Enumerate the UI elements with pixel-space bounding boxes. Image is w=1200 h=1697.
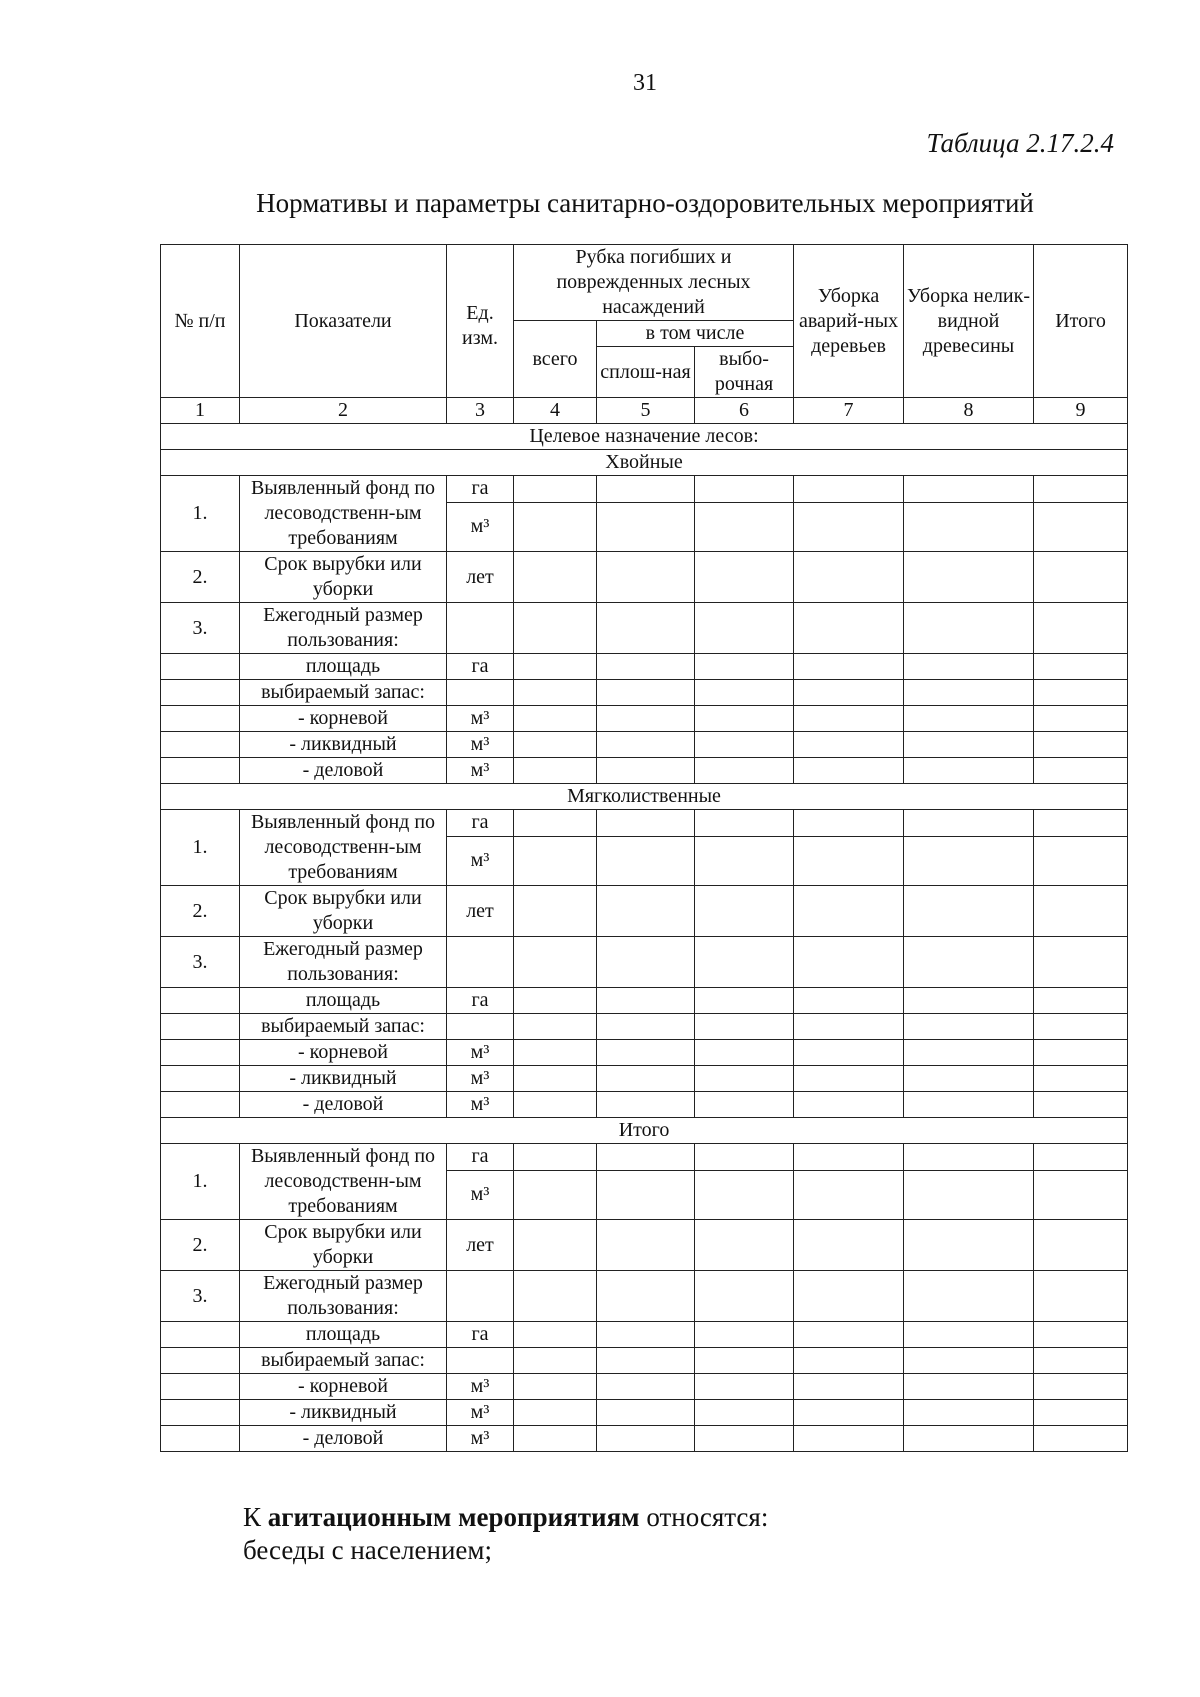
value-cell[interactable] bbox=[794, 937, 904, 988]
value-cell[interactable] bbox=[794, 706, 904, 732]
section-title: Хвойные bbox=[161, 450, 1128, 476]
value-cell[interactable] bbox=[695, 732, 794, 758]
value-cell[interactable] bbox=[695, 1144, 794, 1171]
purpose-row: Целевое назначение лесов: bbox=[161, 424, 1128, 450]
value-cell[interactable] bbox=[794, 1271, 904, 1322]
value-cell[interactable] bbox=[597, 502, 695, 551]
value-cell[interactable] bbox=[794, 732, 904, 758]
value-cell[interactable] bbox=[597, 706, 695, 732]
row-unit: м³ bbox=[447, 732, 514, 758]
value-cell[interactable] bbox=[514, 552, 597, 603]
section-title: Итого bbox=[161, 1118, 1128, 1144]
table-row bbox=[161, 1426, 1128, 1452]
value-cell[interactable] bbox=[1034, 476, 1128, 503]
row-unit: га bbox=[447, 654, 514, 680]
table-row bbox=[161, 886, 1128, 937]
value-cell[interactable] bbox=[597, 1426, 695, 1452]
value-cell[interactable] bbox=[794, 1066, 904, 1092]
value-cell[interactable] bbox=[695, 1040, 794, 1066]
header-including: в том числе bbox=[597, 321, 794, 347]
value-cell[interactable] bbox=[904, 1426, 1034, 1452]
value-cell[interactable] bbox=[1034, 680, 1128, 706]
value-cell[interactable] bbox=[794, 1220, 904, 1271]
col-number: 3 bbox=[447, 398, 514, 424]
value-cell[interactable] bbox=[904, 1170, 1034, 1219]
row-unit: га bbox=[447, 988, 514, 1014]
value-cell[interactable] bbox=[1034, 1348, 1128, 1374]
value-cell[interactable] bbox=[794, 886, 904, 937]
value-cell[interactable] bbox=[597, 1271, 695, 1322]
table-row bbox=[161, 1040, 1128, 1066]
header-grand-total: Итого bbox=[1034, 245, 1128, 398]
value-cell[interactable] bbox=[794, 552, 904, 603]
value-cell[interactable] bbox=[794, 502, 904, 551]
value-cell[interactable] bbox=[1034, 758, 1128, 784]
row-unit: лет bbox=[447, 886, 514, 937]
value-cell[interactable] bbox=[695, 836, 794, 885]
table-header bbox=[161, 245, 1128, 424]
value-cell[interactable] bbox=[514, 937, 597, 988]
value-cell[interactable] bbox=[904, 1014, 1034, 1040]
row-number: 3. bbox=[161, 1271, 240, 1322]
value-cell[interactable] bbox=[904, 654, 1034, 680]
row-number: 1. bbox=[161, 810, 240, 886]
value-cell[interactable] bbox=[904, 1374, 1034, 1400]
value-cell[interactable] bbox=[514, 1348, 597, 1374]
col-number: 1 bbox=[161, 398, 240, 424]
value-cell[interactable] bbox=[904, 502, 1034, 551]
value-cell[interactable] bbox=[695, 654, 794, 680]
row-unit: м³ bbox=[447, 1170, 514, 1219]
value-cell[interactable] bbox=[1034, 1066, 1128, 1092]
value-cell[interactable] bbox=[1034, 1144, 1128, 1171]
value-cell[interactable] bbox=[794, 1144, 904, 1171]
value-cell[interactable] bbox=[1034, 1220, 1128, 1271]
row-number: 2. bbox=[161, 886, 240, 937]
value-cell[interactable] bbox=[514, 810, 597, 837]
row-number: 2. bbox=[161, 1220, 240, 1271]
row-indicator: Ежегодный размер пользования: bbox=[240, 603, 447, 654]
value-cell[interactable] bbox=[904, 1092, 1034, 1118]
value-cell[interactable] bbox=[597, 603, 695, 654]
value-cell[interactable] bbox=[514, 758, 597, 784]
row-indicator: - деловой bbox=[240, 1426, 447, 1452]
value-cell[interactable] bbox=[695, 502, 794, 551]
value-cell[interactable] bbox=[1034, 1092, 1128, 1118]
value-cell[interactable] bbox=[794, 1040, 904, 1066]
row-unit bbox=[447, 603, 514, 654]
row-unit bbox=[447, 680, 514, 706]
value-cell[interactable] bbox=[695, 1322, 794, 1348]
value-cell[interactable] bbox=[904, 706, 1034, 732]
value-cell[interactable] bbox=[597, 1400, 695, 1426]
table-row bbox=[161, 1322, 1128, 1348]
row-indicator: выбираемый запас: bbox=[240, 1014, 447, 1040]
value-cell[interactable] bbox=[695, 1271, 794, 1322]
value-cell[interactable] bbox=[514, 1374, 597, 1400]
col-number: 6 bbox=[695, 398, 794, 424]
value-cell[interactable] bbox=[904, 732, 1034, 758]
value-cell[interactable] bbox=[597, 1170, 695, 1219]
value-cell[interactable] bbox=[794, 1170, 904, 1219]
value-cell[interactable] bbox=[1034, 1170, 1128, 1219]
table-row bbox=[161, 1144, 1128, 1171]
value-cell[interactable] bbox=[1034, 706, 1128, 732]
row-indicator: - корневой bbox=[240, 1040, 447, 1066]
value-cell[interactable] bbox=[597, 654, 695, 680]
table-row bbox=[161, 810, 1128, 837]
row-unit: м³ bbox=[447, 758, 514, 784]
value-cell[interactable] bbox=[597, 1144, 695, 1171]
value-cell[interactable] bbox=[695, 988, 794, 1014]
header-felling: Рубка погибших и поврежденных лесных насаждений bbox=[514, 245, 794, 321]
value-cell[interactable] bbox=[597, 1040, 695, 1066]
row-unit bbox=[447, 1271, 514, 1322]
value-cell[interactable] bbox=[514, 1144, 597, 1171]
value-cell[interactable] bbox=[597, 758, 695, 784]
value-cell[interactable] bbox=[597, 1014, 695, 1040]
value-cell[interactable] bbox=[1034, 654, 1128, 680]
table-label: Таблица 2.17.2.4 bbox=[926, 128, 1114, 158]
value-cell[interactable] bbox=[597, 1092, 695, 1118]
value-cell[interactable] bbox=[695, 810, 794, 837]
value-cell[interactable] bbox=[514, 654, 597, 680]
row-unit: м³ bbox=[447, 502, 514, 551]
value-cell[interactable] bbox=[514, 836, 597, 885]
row-unit: га bbox=[447, 1144, 514, 1171]
row-unit: м³ bbox=[447, 1092, 514, 1118]
value-cell[interactable] bbox=[695, 758, 794, 784]
value-cell[interactable] bbox=[514, 1014, 597, 1040]
row-indicator: Срок вырубки или уборки bbox=[240, 1220, 447, 1271]
col-number: 4 bbox=[514, 398, 597, 424]
value-cell[interactable] bbox=[695, 937, 794, 988]
row-number: 3. bbox=[161, 937, 240, 988]
header-total: всего bbox=[514, 321, 597, 398]
value-cell[interactable] bbox=[1034, 502, 1128, 551]
value-cell[interactable] bbox=[1034, 836, 1128, 885]
value-cell[interactable] bbox=[794, 836, 904, 885]
value-cell[interactable] bbox=[597, 937, 695, 988]
value-cell[interactable] bbox=[695, 552, 794, 603]
row-unit: м³ bbox=[447, 1400, 514, 1426]
value-cell[interactable] bbox=[904, 1400, 1034, 1426]
value-cell[interactable] bbox=[794, 758, 904, 784]
value-cell[interactable] bbox=[695, 1170, 794, 1219]
header-num: № п/п bbox=[161, 245, 240, 398]
value-cell[interactable] bbox=[597, 1348, 695, 1374]
row-unit: лет bbox=[447, 552, 514, 603]
column-number-row bbox=[161, 398, 1128, 424]
value-cell[interactable] bbox=[514, 1066, 597, 1092]
table-row bbox=[161, 937, 1128, 988]
value-cell[interactable] bbox=[794, 1322, 904, 1348]
document-title: Нормативы и параметры санитарно-оздоровительных мероприятий bbox=[256, 188, 1034, 218]
table-row bbox=[161, 758, 1128, 784]
value-cell[interactable] bbox=[1034, 1400, 1128, 1426]
value-cell[interactable] bbox=[1034, 988, 1128, 1014]
value-cell[interactable] bbox=[597, 1066, 695, 1092]
row-indicator: площадь bbox=[240, 654, 447, 680]
table-row bbox=[161, 706, 1128, 732]
value-cell[interactable] bbox=[597, 732, 695, 758]
value-cell[interactable] bbox=[514, 1271, 597, 1322]
value-cell[interactable] bbox=[904, 603, 1034, 654]
page-number: 31 bbox=[633, 70, 657, 96]
value-cell[interactable] bbox=[597, 836, 695, 885]
value-cell[interactable] bbox=[904, 1322, 1034, 1348]
row-number: 3. bbox=[161, 603, 240, 654]
value-cell[interactable] bbox=[1034, 1271, 1128, 1322]
table-row bbox=[161, 603, 1128, 654]
header-illiquid: Уборка нелик-видной древесины bbox=[904, 245, 1034, 398]
row-indicator: - корневой bbox=[240, 1374, 447, 1400]
value-cell[interactable] bbox=[597, 1374, 695, 1400]
table-row bbox=[161, 988, 1128, 1014]
value-cell[interactable] bbox=[794, 1348, 904, 1374]
value-cell[interactable] bbox=[514, 886, 597, 937]
value-cell[interactable] bbox=[1034, 1014, 1128, 1040]
row-unit: га bbox=[447, 476, 514, 503]
value-cell[interactable] bbox=[514, 1426, 597, 1452]
value-cell[interactable] bbox=[514, 603, 597, 654]
footer-text bbox=[243, 1501, 768, 1567]
row-indicator: - корневой bbox=[240, 706, 447, 732]
header-unit: Ед. изм. bbox=[447, 245, 514, 398]
value-cell[interactable] bbox=[794, 1092, 904, 1118]
footer-line-1: К агитационным мероприятиям относятся: bbox=[243, 1502, 769, 1532]
value-cell[interactable] bbox=[695, 886, 794, 937]
value-cell[interactable] bbox=[695, 1374, 794, 1400]
value-cell[interactable] bbox=[904, 1348, 1034, 1374]
table-row bbox=[161, 552, 1128, 603]
value-cell[interactable] bbox=[1034, 937, 1128, 988]
table-row bbox=[161, 476, 1128, 503]
value-cell[interactable] bbox=[904, 1144, 1034, 1171]
row-number: 2. bbox=[161, 552, 240, 603]
value-cell[interactable] bbox=[904, 1271, 1034, 1322]
value-cell[interactable] bbox=[904, 810, 1034, 837]
row-unit: м³ bbox=[447, 1426, 514, 1452]
value-cell[interactable] bbox=[1034, 1040, 1128, 1066]
row-indicator: Срок вырубки или уборки bbox=[240, 886, 447, 937]
value-cell[interactable] bbox=[794, 1426, 904, 1452]
header-selective: выбо-рочная bbox=[695, 347, 794, 398]
value-cell[interactable] bbox=[1034, 1322, 1128, 1348]
value-cell[interactable] bbox=[794, 1400, 904, 1426]
row-indicator: площадь bbox=[240, 988, 447, 1014]
col-number: 8 bbox=[904, 398, 1034, 424]
value-cell[interactable] bbox=[1034, 603, 1128, 654]
row-indicator: Ежегодный размер пользования: bbox=[240, 1271, 447, 1322]
col-number: 5 bbox=[597, 398, 695, 424]
value-cell[interactable] bbox=[695, 1426, 794, 1452]
table-row bbox=[161, 654, 1128, 680]
row-indicator: - ликвидный bbox=[240, 1400, 447, 1426]
table-row bbox=[161, 1092, 1128, 1118]
row-indicator: площадь bbox=[240, 1322, 447, 1348]
row-unit: га bbox=[447, 1322, 514, 1348]
value-cell[interactable] bbox=[794, 810, 904, 837]
value-cell[interactable] bbox=[695, 1220, 794, 1271]
value-cell[interactable] bbox=[904, 1066, 1034, 1092]
value-cell[interactable] bbox=[904, 886, 1034, 937]
table-row bbox=[161, 732, 1128, 758]
footer-bold-term: агитационным мероприятиям bbox=[267, 1502, 640, 1532]
section-title: Мягколиственные bbox=[161, 784, 1128, 810]
row-unit: м³ bbox=[447, 836, 514, 885]
value-cell[interactable] bbox=[904, 937, 1034, 988]
value-cell[interactable] bbox=[514, 1322, 597, 1348]
row-number: 1. bbox=[161, 476, 240, 552]
value-cell[interactable] bbox=[1034, 886, 1128, 937]
value-cell[interactable] bbox=[794, 476, 904, 503]
value-cell[interactable] bbox=[695, 706, 794, 732]
row-unit bbox=[447, 937, 514, 988]
value-cell[interactable] bbox=[695, 680, 794, 706]
value-cell[interactable] bbox=[695, 1092, 794, 1118]
value-cell[interactable] bbox=[597, 988, 695, 1014]
value-cell[interactable] bbox=[514, 732, 597, 758]
value-cell[interactable] bbox=[514, 988, 597, 1014]
norms-table bbox=[160, 244, 1128, 1452]
table-row bbox=[161, 1271, 1128, 1322]
value-cell[interactable] bbox=[904, 1220, 1034, 1271]
row-unit: га bbox=[447, 810, 514, 837]
value-cell[interactable] bbox=[904, 1040, 1034, 1066]
value-cell[interactable] bbox=[514, 1170, 597, 1219]
header-indicators: Показатели bbox=[240, 245, 447, 398]
row-unit: м³ bbox=[447, 1040, 514, 1066]
value-cell[interactable] bbox=[794, 680, 904, 706]
row-indicator: Ежегодный размер пользования: bbox=[240, 937, 447, 988]
table-row bbox=[161, 680, 1128, 706]
row-number: 1. bbox=[161, 1144, 240, 1220]
value-cell[interactable] bbox=[904, 680, 1034, 706]
col-number: 9 bbox=[1034, 398, 1128, 424]
table-row bbox=[161, 1348, 1128, 1374]
value-cell[interactable] bbox=[695, 1014, 794, 1040]
value-cell[interactable] bbox=[514, 502, 597, 551]
value-cell[interactable] bbox=[514, 476, 597, 503]
value-cell[interactable] bbox=[514, 706, 597, 732]
value-cell[interactable] bbox=[1034, 1374, 1128, 1400]
value-cell[interactable] bbox=[794, 988, 904, 1014]
row-unit: м³ bbox=[447, 1066, 514, 1092]
header-clear: сплош-ная bbox=[597, 347, 695, 398]
value-cell[interactable] bbox=[695, 1066, 794, 1092]
value-cell[interactable] bbox=[794, 603, 904, 654]
value-cell[interactable] bbox=[794, 1374, 904, 1400]
row-unit: м³ bbox=[447, 706, 514, 732]
header-emergency: Уборка аварий-ных деревьев bbox=[794, 245, 904, 398]
value-cell[interactable] bbox=[904, 836, 1034, 885]
row-unit: лет bbox=[447, 1220, 514, 1271]
value-cell[interactable] bbox=[514, 680, 597, 706]
row-indicator: - ликвидный bbox=[240, 1066, 447, 1092]
value-cell[interactable] bbox=[1034, 732, 1128, 758]
value-cell[interactable] bbox=[597, 680, 695, 706]
value-cell[interactable] bbox=[695, 476, 794, 503]
value-cell[interactable] bbox=[597, 1220, 695, 1271]
value-cell[interactable] bbox=[597, 1322, 695, 1348]
col-number: 7 bbox=[794, 398, 904, 424]
table-row bbox=[161, 1014, 1128, 1040]
row-indicator: выбираемый запас: bbox=[240, 1348, 447, 1374]
value-cell[interactable] bbox=[904, 476, 1034, 503]
value-cell[interactable] bbox=[904, 988, 1034, 1014]
value-cell[interactable] bbox=[695, 1400, 794, 1426]
row-indicator: Выявленный фонд по лесоводственн-ым требованиям bbox=[240, 1144, 447, 1220]
value-cell[interactable] bbox=[695, 1348, 794, 1374]
value-cell[interactable] bbox=[695, 603, 794, 654]
row-indicator: - деловой bbox=[240, 1092, 447, 1118]
table-row bbox=[161, 1374, 1128, 1400]
row-unit: м³ bbox=[447, 1374, 514, 1400]
value-cell[interactable] bbox=[597, 552, 695, 603]
row-unit bbox=[447, 1014, 514, 1040]
table-row bbox=[161, 1220, 1128, 1271]
value-cell[interactable] bbox=[514, 1220, 597, 1271]
value-cell[interactable] bbox=[794, 654, 904, 680]
row-unit bbox=[447, 1348, 514, 1374]
value-cell[interactable] bbox=[1034, 810, 1128, 837]
value-cell[interactable] bbox=[597, 476, 695, 503]
value-cell[interactable] bbox=[514, 1092, 597, 1118]
row-indicator: Срок вырубки или уборки bbox=[240, 552, 447, 603]
row-indicator: - деловой bbox=[240, 758, 447, 784]
value-cell[interactable] bbox=[1034, 552, 1128, 603]
footer-line-2: беседы с населением; bbox=[243, 1535, 492, 1565]
value-cell[interactable] bbox=[514, 1400, 597, 1426]
value-cell[interactable] bbox=[904, 552, 1034, 603]
row-indicator: Выявленный фонд по лесоводственн-ым требованиям bbox=[240, 476, 447, 552]
value-cell[interactable] bbox=[904, 758, 1034, 784]
value-cell[interactable] bbox=[514, 1040, 597, 1066]
row-indicator: Выявленный фонд по лесоводственн-ым требованиям bbox=[240, 810, 447, 886]
row-indicator: выбираемый запас: bbox=[240, 680, 447, 706]
col-number: 2 bbox=[240, 398, 447, 424]
table-row bbox=[161, 1066, 1128, 1092]
table-row bbox=[161, 1400, 1128, 1426]
value-cell[interactable] bbox=[597, 810, 695, 837]
row-indicator: - ликвидный bbox=[240, 732, 447, 758]
value-cell[interactable] bbox=[1034, 1426, 1128, 1452]
value-cell[interactable] bbox=[597, 886, 695, 937]
value-cell[interactable] bbox=[794, 1014, 904, 1040]
